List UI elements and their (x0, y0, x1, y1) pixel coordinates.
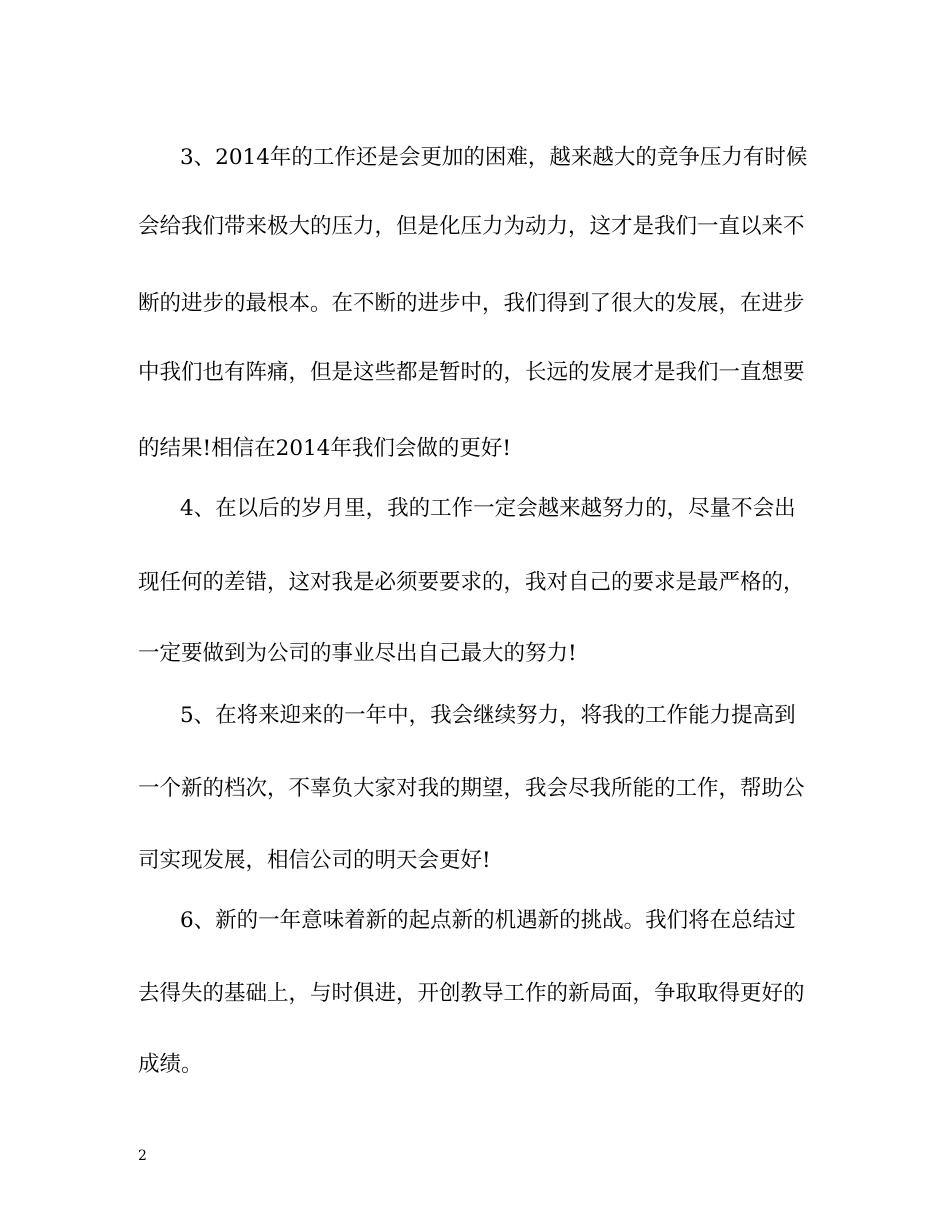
text-line: 一个新的档次，不辜负大家对我的期望，我会尽我所能的工作，帮助公 (138, 776, 805, 801)
page-number: 2 (138, 1148, 147, 1164)
text-line: 的结果!相信在2014年我们会做的更好! (138, 436, 511, 461)
text-line: 中我们也有阵痛，但是这些都是暂时的，长远的发展才是我们一直想要 (138, 360, 805, 385)
text-line: 一定要做到为公司的事业尽出自己最大的努力! (138, 641, 577, 666)
text-line: 3、2014年的工作还是会更加的困难，越来越大的竞争压力有时候 (180, 145, 808, 170)
text-line: 4、在以后的岁月里，我的工作一定会越来越努力的，尽量不会出 (180, 496, 796, 521)
text-line: 5、在将来迎来的一年中，我会继续努力，将我的工作能力提高到 (180, 703, 796, 728)
text-line: 会给我们带来极大的压力，但是化压力为动力，这才是我们一直以来不 (138, 214, 805, 239)
text-line: 成绩。 (138, 1052, 203, 1077)
text-line: 6、新的一年意味着新的起点新的机遇新的挑战。我们将在总结过 (180, 908, 796, 933)
text-line: 去得失的基础上，与时俱进，开创教导工作的新局面，争取取得更好的 (138, 981, 805, 1006)
text-line: 司实现发展，相信公司的明天会更好! (138, 848, 491, 873)
text-line: 现任何的差错，这对我是必须要要求的，我对自己的要求是最严格的， (138, 570, 805, 595)
text-line: 断的进步的最根本。在不断的进步中，我们得到了很大的发展，在进步 (138, 291, 805, 316)
